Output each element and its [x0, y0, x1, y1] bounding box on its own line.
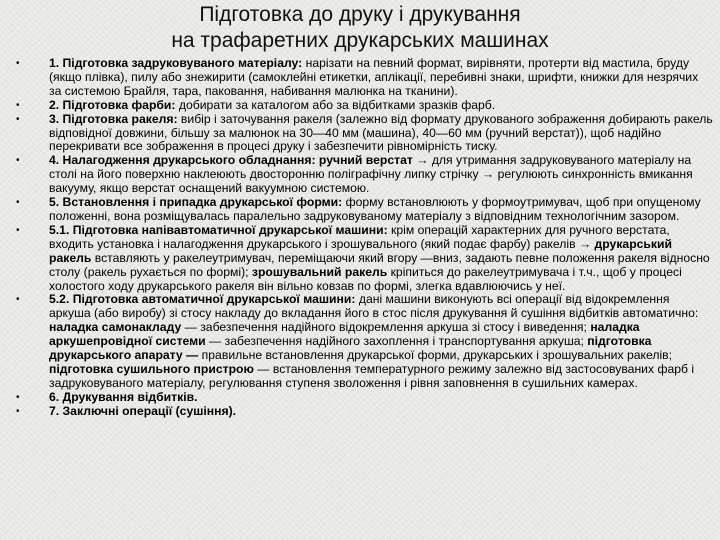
item-text: крім операцій характерних для ручного верстата, входить установка і налагодження друкарського і зрошувального (який подає фарбу) ракелів → — [49, 222, 670, 251]
bullet-icon: • — [16, 58, 20, 69]
item-text: — забезпечення надійного відокремлення аркуша зі стосу і виведення; — [181, 320, 591, 335]
item-bold-text: наладка самонакладу — [49, 320, 182, 335]
item-bold-text: підготовка друкарського апарату — — [49, 334, 652, 363]
item-bold-text: 7. Заключні операції (сушіння). — [49, 403, 237, 418]
item-text: форму встановлюють у формоутримувач, щоб при опущеному положенні, вона розміщувалась паралельно задруковуваному матеріалу з відповідним технологічним зазором. — [49, 195, 701, 223]
bullet-icon: • — [16, 113, 20, 125]
slide-title-line-2: на трафаретних друкарських машинах — [171, 29, 549, 52]
list-item — [16, 56, 713, 99]
list-item — [16, 195, 713, 224]
bullet-icon: • — [16, 155, 20, 167]
item-bold-text: 5.1. Підготовка напівавтоматичної друкарської машини: — [49, 222, 392, 237]
item-bold-text: 6. Друкування відбитків. — [49, 389, 198, 404]
list-item — [16, 403, 713, 419]
bullet-icon: • — [16, 99, 20, 111]
bullet-icon: • — [16, 391, 20, 403]
item-bold-text: наладка аркушепровідної системи — [49, 320, 640, 349]
slide-title — [0, 2, 720, 54]
bullet-icon: • — [16, 224, 20, 236]
item-text: — встановлення температурного режиму залежно від застосовуваних фарб і задруковуваного матеріалу, регулювання ступеня зволоження і рівня заповнення в сушильних камерах. — [49, 361, 695, 390]
bullet-icon: • — [16, 405, 20, 417]
item-text: дані машини виконують всі операції від відокремлення аркуша (або виробу) зі стосу накладу до вкладання його в стос після друкування й сушіння відбитків автоматично: — [49, 292, 699, 321]
item-text: — забезпечення надійного захоплення і транспортування аркуша; — [205, 334, 588, 349]
item-bold-text: 2. Підготовка фарби: — [49, 97, 179, 112]
item-text: добирати за каталогом або за відбитками зразків фарб. — [178, 97, 496, 112]
list-item — [16, 97, 713, 113]
item-bold-text: 5. Встановлення і припадка друкарської форми: — [49, 195, 346, 210]
item-text: кріпиться до ракелеутримувача і т.ч., щоб у процесі холостого ходу друкарського ракеля він вільно ковзав по формі, злегка вдавлюючись у неї. — [49, 264, 682, 293]
item-text: → для утримання задруковуваного матеріалу на столі на його поверхню наклеюють двосторонню поліграфічну липку стрічку → регулюють синхронність вмикання вакууму, якщо верстат оснащений вакуумною системою. — [49, 153, 693, 196]
item-text: вставляють у ракелеутримувач, переміщаючи який вгору —вниз, задають певне положення ракеля відносно столу (ракель рухається по формі); — [49, 250, 710, 279]
item-text: вибір і заточування ракеля (залежно від формату друкованого зображення добирають ракель відповідної довжини, більшу за малюнок на 30—40 мм (машина), 40—60 мм (ручний верстат)), щоб надійно перекривати все зображення в процесі друку і забезпечити рівномірність тиску. — [49, 111, 713, 154]
list-item — [16, 111, 713, 155]
item-bold-text: підготовка сушильного пристрою — [49, 361, 254, 376]
bullet-icon: • — [16, 294, 20, 306]
item-text: нарізати на певний формат, вирівняти, протерти від мастила, бруду (якщо плівка), пилу або знежирити (самоклейні етикетки, аплікації, перебивні знаки, шрифти, книжки для незрячих за системою Брайля, тара, паковання, набивання малюнка на тканини). — [49, 56, 699, 98]
list-item — [16, 222, 713, 294]
item-bold-text: 5.2. Підготовка автоматичної друкарської машини: — [49, 292, 359, 307]
item-bold-text: зрошувальний ракель — [251, 264, 388, 279]
item-text: правильне встановлення друкарської форми, друкарських і зрошувальних ракелів; — [198, 348, 673, 363]
list-item — [16, 292, 713, 390]
bullet-icon: • — [16, 197, 20, 209]
slide-title-line-1: Підготовка до друку і друкування — [199, 3, 521, 26]
item-bold-text: друкарський ракель — [49, 236, 673, 265]
item-bold-text: 3. Підготовка ракеля: — [49, 111, 181, 126]
list-item — [16, 389, 713, 405]
bullet-list — [16, 56, 713, 419]
item-bold-text: 4. Налагодження друкарського обладнання: ручний верстат — [49, 153, 413, 168]
list-item — [16, 153, 713, 196]
item-bold-text: 1. Підготовка задруковуваного матеріалу: — [49, 56, 306, 70]
